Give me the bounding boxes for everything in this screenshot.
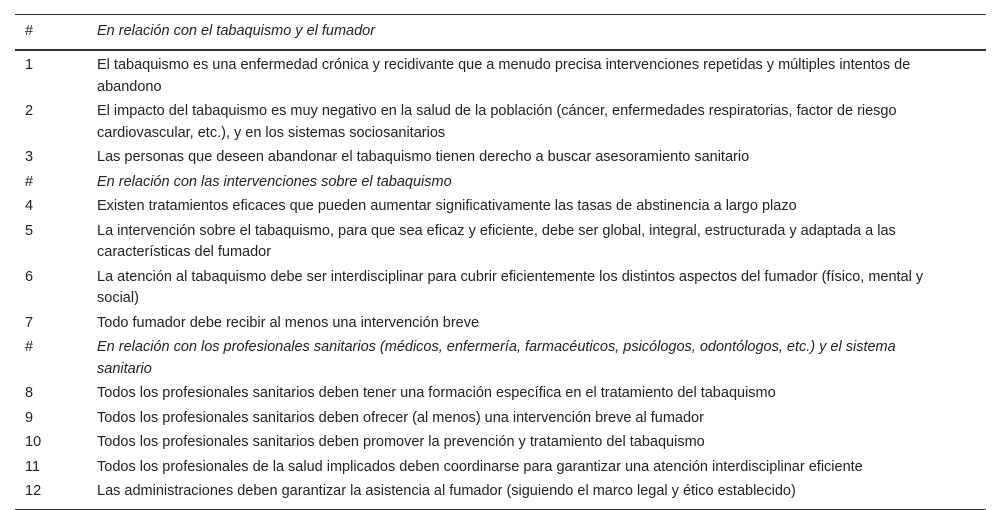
row-number: 11 xyxy=(25,458,41,475)
table-row xyxy=(15,480,986,510)
section-number: # xyxy=(25,339,34,355)
row-number: 5 xyxy=(25,222,34,239)
section-row xyxy=(15,170,986,195)
row-text: Las administraciones deben garantizar la asistencia al fumador (siguiendo el marco legal y ético establecido) xyxy=(97,480,986,510)
statements-table-container xyxy=(15,14,986,510)
row-number: 7 xyxy=(25,314,34,331)
section-title: En relación con los profesionales sanitarios (médicos, enfermería, farmacéuticos, psicólogos, odontólogos, etc.) y el sistema sanitario xyxy=(97,339,896,377)
row-number: 9 xyxy=(25,409,34,426)
table-row xyxy=(15,431,986,456)
row-text: La intervención sobre el tabaquismo, para que sea eficaz y eficiente, debe ser global, integral, estructurada y adaptada a las características del fumador xyxy=(97,222,896,260)
row-text: El tabaquismo es una enfermedad crónica y recidivante que a menudo precisa intervenciones repetidas y múltiples intentos de abandono xyxy=(97,57,911,95)
header-number: # xyxy=(15,15,97,51)
row-text: Todos los profesionales de la salud implicados deben coordinarse para garantizar una atención interdisciplinar eficiente xyxy=(97,458,863,475)
row-text: Todos los profesionales sanitarios deben tener una formación específica en el tratamiento del tabaquismo xyxy=(97,385,776,401)
row-text: Todo fumador debe recibir al menos una intervención breve xyxy=(97,314,480,331)
row-number: 12 xyxy=(15,480,97,510)
table-row xyxy=(15,146,986,171)
row-number: 2 xyxy=(25,103,34,119)
row-text: Todos los profesionales sanitarios deben ofrecer (al menos) una intervención breve al fumador xyxy=(97,409,704,426)
table-row xyxy=(15,406,986,431)
row-number: 8 xyxy=(25,385,34,401)
header-row xyxy=(15,15,986,51)
section-title: En relación con las intervenciones sobre el tabaquismo xyxy=(97,173,452,190)
row-number: 6 xyxy=(25,268,34,285)
table-row xyxy=(15,311,986,336)
table-body xyxy=(15,50,986,509)
table-header xyxy=(15,15,986,51)
table-row xyxy=(15,455,986,480)
row-text: Existen tratamientos eficaces que pueden aumentar significativamente las tasas de abstinencia a largo plazo xyxy=(97,198,797,214)
row-number: 4 xyxy=(25,198,34,214)
statements-table xyxy=(15,14,986,510)
table-row xyxy=(15,100,986,146)
table-row xyxy=(15,195,986,220)
header-section-title: En relación con el tabaquismo y el fumador xyxy=(97,15,986,51)
row-text: Todos los profesionales sanitarios deben promover la prevención y tratamiento del tabaquismo xyxy=(97,434,705,450)
table-row xyxy=(15,265,986,311)
row-number: 3 xyxy=(25,149,34,165)
row-text: La atención al tabaquismo debe ser interdisciplinar para cubrir eficientemente los distintos aspectos del fumador (físico, mental y social) xyxy=(97,268,924,306)
section-number: # xyxy=(25,173,34,190)
section-row xyxy=(15,336,986,382)
row-text: Las personas que deseen abandonar el tabaquismo tienen derecho a buscar asesoramiento sanitario xyxy=(97,149,750,165)
table-row xyxy=(15,382,986,407)
row-number: 10 xyxy=(25,434,42,450)
table-row xyxy=(15,219,986,265)
row-text: El impacto del tabaquismo es muy negativo en la salud de la población (cáncer, enfermedades respiratorias, factor de riesgo cardiovascular, etc.), y en los sistemas sociosanitarios xyxy=(97,103,897,141)
row-number: 1 xyxy=(25,57,34,73)
table-row xyxy=(15,50,986,100)
